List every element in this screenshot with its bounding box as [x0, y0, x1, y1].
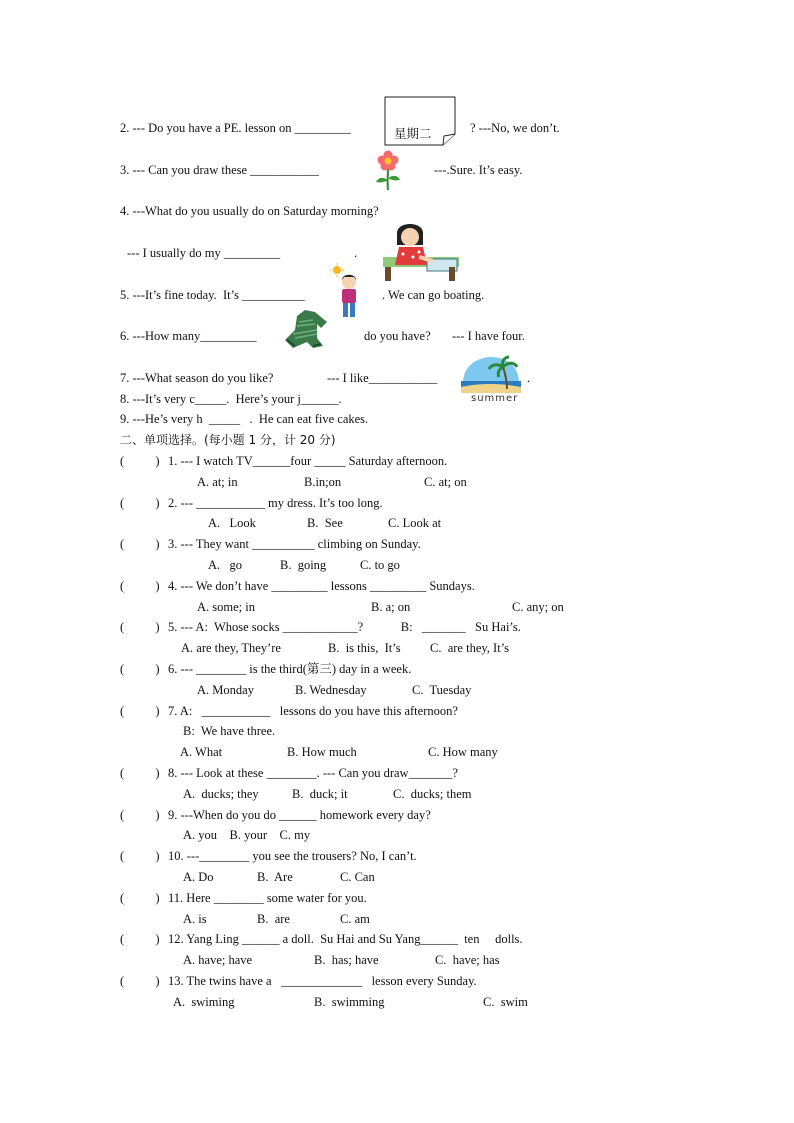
q5-question: 5. ---It’s fine today. It’s __________ [120, 288, 305, 302]
mc3-option-b: B. going [280, 558, 327, 572]
q3-question: 3. --- Can you draw these ___________ [120, 163, 319, 177]
mc11-option-c: C. am [340, 912, 370, 926]
mc13-option-a: A. swiming [173, 995, 235, 1009]
mc4-paren: ( ) [120, 579, 160, 593]
mc2-paren: ( ) [120, 496, 160, 510]
sweater-icon [283, 308, 328, 350]
mc5-option-b: B. is this, It’s [328, 641, 401, 655]
mc13-option-c: C. swim [483, 995, 528, 1009]
mc10-option-c: C. Can [340, 870, 375, 884]
mc6-stem: 6. --- ________ is the third(第三) day in a week. [168, 662, 412, 676]
mc4-option-a: A. some; in [197, 600, 255, 614]
girl-drawing-picture [383, 221, 459, 281]
q4-answer: --- I usually do my _________ [127, 246, 281, 260]
mc12-option-a: A. have; have [183, 953, 253, 967]
mc13-option-b: B. swimming [314, 995, 385, 1009]
mc8-stem: 8. --- Look at these ________. --- Can you draw_______? [168, 766, 458, 780]
mc8-option-c: C. ducks; them [393, 787, 472, 801]
mc7-paren: ( ) [120, 704, 160, 718]
mc10-option-a: A. Do [183, 870, 214, 884]
sticky-note [384, 96, 456, 146]
mc1-option-b: B.in;on [304, 475, 342, 489]
mc4-option-c: C. any; on [512, 600, 564, 614]
mc4-option-b: B. a; on [371, 600, 411, 614]
q8-line: 8. ---It’s very c_____. Here’s your j______. [120, 392, 342, 406]
mc1-stem: 1. --- I watch TV______four _____ Saturday afternoon. [168, 454, 448, 468]
q6-mid: do you have? [364, 329, 431, 343]
mc7-stem: 7. A: ___________ lessons do you have this afternoon? [168, 704, 458, 718]
mc8-option-a: A. ducks; they [183, 787, 259, 801]
q3-answer: ---.Sure. It’s easy. [434, 163, 523, 177]
beach-caption: summer [471, 393, 519, 404]
mc7-option-b: B. How much [287, 745, 357, 759]
mc3-option-a: A. go [208, 558, 243, 572]
mc2-stem: 2. --- ___________ my dress. It’s too long. [168, 496, 383, 510]
mc11-option-a: A. is [183, 912, 207, 926]
mc11-paren: ( ) [120, 891, 160, 905]
mc6-option-c: C. Tuesday [412, 683, 472, 697]
mc5-option-c: C. are they, It’s [430, 641, 510, 655]
mc13-paren: ( ) [120, 974, 160, 988]
q4-period: . [354, 246, 358, 260]
mc13-stem: 13. The twins have a _____________ lesson every Sunday. [168, 974, 477, 988]
mc2-option-b: B. See [307, 516, 343, 530]
mc1-option-a: A. at; in [197, 475, 238, 489]
q6-question: 6. ---How many_________ [120, 329, 257, 343]
mc7-answer-line: B: We have three. [183, 724, 276, 738]
mc3-paren: ( ) [120, 537, 160, 551]
mc4-stem: 4. --- We don’t have _________ lessons _________ Sundays. [168, 579, 475, 593]
mc12-paren: ( ) [120, 932, 160, 946]
mc8-option-b: B. duck; it [292, 787, 348, 801]
q7-period: . [527, 371, 531, 385]
mc12-stem: 12. Yang Ling ______ a doll. Su Hai and Su Yang______ ten dolls. [168, 932, 523, 946]
mc9-options: A. you B. your C. my [183, 828, 311, 842]
mc12-option-c: C. have; has [435, 953, 500, 967]
beach-summer-picture [459, 355, 523, 404]
mc3-stem: 3. --- They want __________ climbing on Sunday. [168, 537, 421, 551]
section2-title: 二、单项选择。(每小题 1 分，计 20 分) [120, 433, 336, 447]
mc6-option-a: A. Monday [197, 683, 254, 697]
mc1-option-c: C. at; on [424, 475, 467, 489]
q7-question: 7. ---What season do you like? [120, 371, 274, 385]
mc10-paren: ( ) [120, 849, 160, 863]
mc6-option-b: B. Wednesday [295, 683, 367, 697]
mc10-option-b: B. Are [257, 870, 293, 884]
mc12-option-b: B. has; have [314, 953, 379, 967]
mc9-paren: ( ) [120, 808, 160, 822]
mc10-stem: 10. ---________ you see the trousers? No, I can’t. [168, 849, 417, 863]
mc1-paren: ( ) [120, 454, 160, 468]
mc5-paren: ( ) [120, 620, 160, 634]
q2-question: 2. --- Do you have a PE. lesson on _________ [120, 121, 351, 135]
q6-answer: --- I have four. [452, 329, 525, 343]
mc7-option-c: C. How many [428, 745, 498, 759]
mc11-option-b: B. are [257, 912, 290, 926]
q9-line: 9. ---He’s very h _____ . He can eat five cakes. [120, 412, 369, 426]
q4-question: 4. ---What do you usually do on Saturday morning? [120, 204, 379, 218]
q7-answer: --- I like___________ [327, 371, 438, 385]
q5-answer: . We can go boating. [382, 288, 485, 302]
mc2-option-c: C. Look at [388, 516, 442, 530]
mc6-paren: ( ) [120, 662, 160, 676]
mc11-stem: 11. Here ________ some water for you. [168, 891, 367, 905]
mc3-option-c: C. to go [360, 558, 400, 572]
mc5-option-a: A. are they, They’re [181, 641, 281, 655]
mc9-stem: 9. ---When do you do ______ homework every day? [168, 808, 431, 822]
flower-icon [373, 150, 403, 190]
mc2-option-a: A. Look [208, 516, 256, 530]
q2-answer: ? ---No, we don’t. [470, 121, 560, 135]
mc8-paren: ( ) [120, 766, 160, 780]
note-text: 星期二 [394, 126, 432, 141]
boy-sunny-picture [329, 262, 363, 322]
mc7-option-a: A. What [180, 745, 223, 759]
mc5-stem: 5. --- A: Whose socks ____________? B: _______ Su Hai’s. [168, 620, 521, 634]
